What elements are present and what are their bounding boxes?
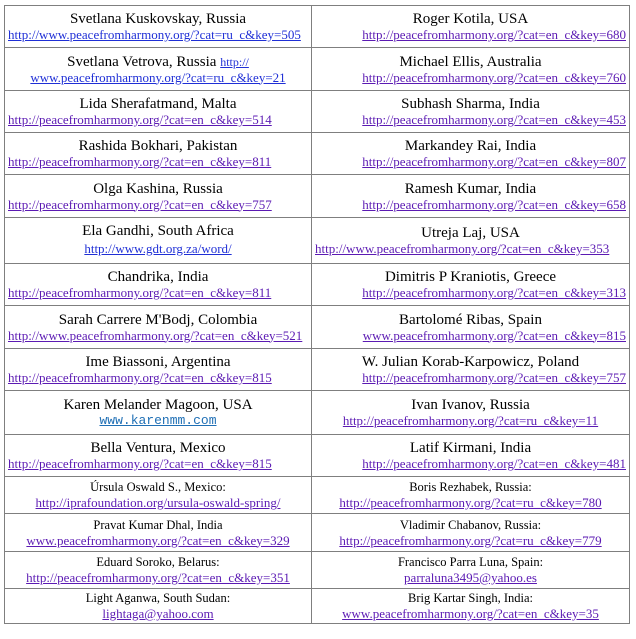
table-row (5, 91, 630, 133)
contact-link[interactable]: http://peacefromharmony.org/?cat=en_c&key=760 (362, 69, 626, 85)
table-row (5, 552, 630, 589)
contact-name: W. Julian Korab-Karpowicz, Poland (361, 354, 580, 370)
contact-link[interactable]: http://peacefromharmony.org/?cat=en_c&key=815 (8, 456, 272, 471)
table-row (5, 306, 630, 349)
contact-link[interactable]: http://www.gdt.org.za/word/ (84, 241, 232, 256)
contact-cell (312, 391, 630, 435)
contact-link[interactable]: http://peacefromharmony.org/?cat=en_c&key=514 (8, 112, 272, 127)
contact-name: Olga Kashina, Russia (93, 180, 223, 197)
contact-link[interactable]: http://peacefromharmony.org/?cat=en_c&key=815 (8, 370, 272, 385)
contact-name: Karen Melander Magoon, USA (63, 397, 253, 413)
contact-name: Michael Ellis, Australia (399, 53, 542, 70)
contact-name: Markandey Rai, India (404, 138, 537, 154)
contact-cell (5, 175, 312, 218)
contact-link[interactable]: http://peacefromharmony.org/?cat=ru_c&key=779 (339, 532, 602, 548)
contact-cell (312, 175, 630, 218)
contact-link[interactable]: http://peacefromharmony.org/?cat=en_c&key=680 (362, 27, 626, 42)
contact-name: Ivan Ivanov, Russia (411, 397, 530, 413)
contact-cell (312, 435, 630, 477)
contact-cell (312, 349, 630, 391)
contact-link[interactable]: www.peacefromharmony.org/?cat=en_c&key=35 (342, 606, 599, 621)
contact-cell (312, 306, 630, 349)
contact-cell (312, 6, 630, 48)
contact-name: Eduard Soroko, Belarus: (96, 555, 220, 569)
contact-name: Bartolomé Ribas, Spain (399, 311, 542, 328)
contact-cell (312, 48, 630, 91)
contact-cell (312, 264, 630, 306)
contact-link[interactable]: http://peacefromharmony.org/?cat=ru_c&key=780 (339, 495, 602, 510)
contact-cell (312, 552, 630, 589)
table-row (5, 264, 630, 306)
contact-name: Sarah Carrere M'Bodj, Colombia (58, 311, 258, 328)
contact-cell (5, 589, 312, 624)
contact-name: Boris Rezhabek, Russia: (409, 480, 532, 494)
contact-name: Lida Sherafatmand, Malta (79, 96, 237, 112)
contact-link[interactable]: www.peacefromharmony.org/?cat=en_c&key=815 (362, 327, 626, 343)
contact-link[interactable]: www.peacefromharmony.org/?cat=en_c&key=329 (26, 532, 290, 548)
contact-cell (5, 91, 312, 133)
contact-cell (5, 514, 312, 552)
table-row (5, 175, 630, 218)
contact-cell (5, 306, 312, 349)
contact-link[interactable]: http://peacefromharmony.org/?cat=en_c&key=658 (362, 196, 626, 212)
contact-link[interactable]: www.peacefromharmony.org/?cat=ru_c&key=21 (30, 69, 286, 85)
contact-link[interactable]: http://peacefromharmony.org/?cat=en_c&key=481 (362, 456, 626, 471)
contact-cell (5, 435, 312, 477)
table-row (5, 133, 630, 175)
contact-cell (5, 6, 312, 48)
contact-link[interactable]: http://peacefromharmony.org/?cat=en_c&key=453 (362, 112, 626, 127)
contact-name: Chandrika, India (107, 269, 209, 285)
contact-name: Ela Gandhi, South Africa (82, 223, 234, 239)
contact-cell (5, 133, 312, 175)
contact-link[interactable]: lightaga@yahoo.com (102, 606, 214, 621)
contact-cell (312, 91, 630, 133)
contact-cell (312, 514, 630, 552)
contact-cell (5, 218, 312, 264)
contacts-table (4, 5, 630, 624)
contact-cell (312, 477, 630, 514)
contact-cell (5, 552, 312, 589)
table-row (5, 391, 630, 435)
table-row (5, 589, 630, 624)
contact-link[interactable]: http://peacefromharmony.org/?cat=ru_c&key=11 (342, 413, 599, 428)
contact-name: Rashida Bokhari, Pakistan (78, 138, 238, 154)
contact-cell (5, 48, 312, 91)
contact-link[interactable]: http://peacefromharmony.org/?cat=en_c&key=807 (362, 154, 626, 169)
contact-name: Utreja Laj, USA (421, 225, 520, 241)
contact-cell (5, 391, 312, 435)
contact-link[interactable]: http://iprafoundation.org/ursula-oswald-spring/ (35, 495, 281, 510)
contact-link[interactable]: www.karenmm.com (99, 413, 217, 428)
contact-link[interactable]: http://peacefromharmony.org/?cat=en_c&key=811 (8, 154, 272, 169)
contact-link[interactable]: http://www.peacefromharmony.org/?cat=en_c&key=521 (8, 327, 303, 343)
contact-name: Úrsula Oswald S., Mexico: (90, 480, 226, 494)
contact-name: Vladimir Chabanov, Russia: (399, 517, 542, 532)
contact-link-part[interactable]: http:// (220, 54, 249, 69)
contact-link[interactable]: http://peacefromharmony.org/?cat=en_c&key=811 (8, 285, 272, 300)
contact-link[interactable]: http://peacefromharmony.org/?cat=en_c&key=351 (26, 570, 290, 585)
contact-link[interactable]: http://peacefromharmony.org/?cat=en_c&key=313 (362, 285, 626, 300)
contact-name: Svetlana Kuskovskay, Russia (69, 11, 247, 27)
contact-link[interactable]: http://www.peacefromharmony.org/?cat=en_c&key=353 (315, 241, 610, 256)
contact-name-line (8, 54, 308, 71)
table-row (5, 514, 630, 552)
contact-name: Light Aganwa, South Sudan: (85, 591, 231, 605)
table-row (5, 477, 630, 514)
table-row (5, 218, 630, 264)
contact-name: Roger Kotila, USA (412, 11, 529, 27)
contact-cell (5, 477, 312, 514)
contact-name: Pravat Kumar Dhal, India (93, 517, 223, 532)
table-row (5, 435, 630, 477)
contact-cell (312, 133, 630, 175)
contact-cell (312, 589, 630, 624)
contact-name: Brig Kartar Singh, India: (408, 591, 533, 605)
table-row (5, 48, 630, 91)
contact-link[interactable]: http://www.peacefromharmony.org/?cat=ru_c&key=505 (8, 27, 301, 42)
contact-name: Subhash Sharma, India (401, 96, 540, 112)
contact-name: Bella Ventura, Mexico (90, 440, 226, 456)
contact-cell (5, 264, 312, 306)
contact-link[interactable]: http://peacefromharmony.org/?cat=en_c&key=757 (362, 370, 626, 385)
table-row (5, 6, 630, 48)
contact-link[interactable]: parraluna3495@yahoo.es (404, 570, 537, 585)
contact-name: Dimitris P Kraniotis, Greece (384, 269, 557, 285)
contact-cell (5, 349, 312, 391)
contact-name: Ramesh Kumar, India (404, 180, 537, 197)
contact-name: Francisco Parra Luna, Spain: (397, 555, 544, 569)
contact-name: Ime Biassoni, Argentina (85, 354, 231, 370)
contact-link[interactable]: http://peacefromharmony.org/?cat=en_c&key=757 (8, 196, 272, 212)
contact-name: Latif Kirmani, India (409, 440, 532, 456)
table-row (5, 349, 630, 391)
contact-cell (312, 218, 630, 264)
contact-name: Svetlana Vetrova, Russia (67, 53, 217, 70)
